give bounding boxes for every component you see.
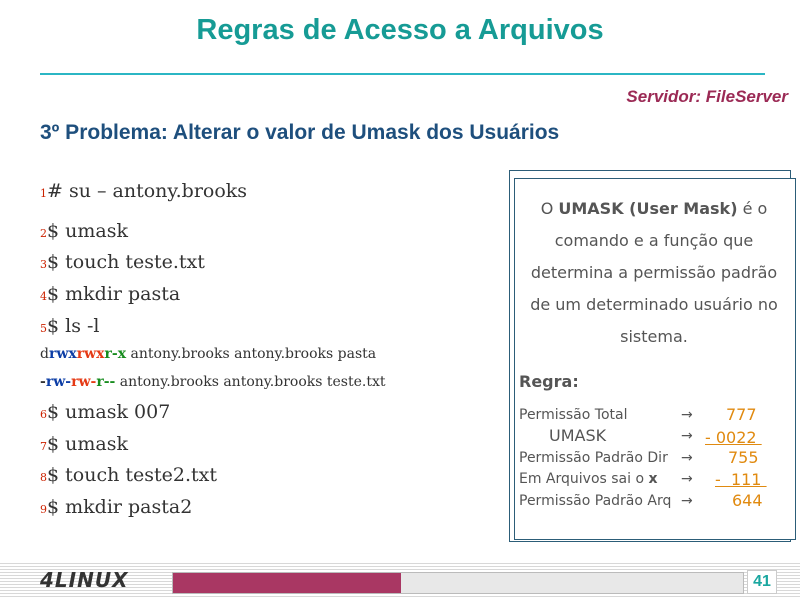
rule-row-dir <box>519 450 789 470</box>
title-divider <box>40 73 765 75</box>
arrow-icon: → <box>681 450 693 466</box>
rule-row-x <box>519 471 789 491</box>
line-number: 7 <box>40 440 47 453</box>
rule-label: Permissão Total <box>519 407 628 423</box>
rule-value: - 0022 <box>705 428 762 447</box>
perm-other: r-- <box>96 374 116 390</box>
command-text: $ mkdir pasta2 <box>47 496 193 518</box>
umask-description <box>519 193 789 353</box>
rule-label-text: Em Arquivos sai o <box>519 471 649 487</box>
command-text: $ umask 007 <box>47 401 171 423</box>
rule-row-umask <box>519 428 789 448</box>
rule-row-arq <box>519 493 789 513</box>
rule-label: Permissão Padrão Arq <box>519 493 672 509</box>
command-line-9 <box>40 496 192 518</box>
page-number: 41 <box>747 570 777 594</box>
line-number: 2 <box>40 227 47 240</box>
progress-bar <box>172 572 744 594</box>
arrow-icon: → <box>681 407 693 423</box>
brand-logo: 4LINUX <box>40 568 129 592</box>
command-line-4 <box>40 283 180 305</box>
command-line-3 <box>40 251 205 273</box>
server-label: Servidor: FileServer <box>626 87 788 106</box>
section-subtitle: 3º Problema: Alterar o valor de Umask dos Usuários <box>40 121 560 144</box>
command-line-1 <box>40 180 247 202</box>
rule-label-bold: x <box>648 471 658 487</box>
line-number: 5 <box>40 322 47 335</box>
perm-user: rwx <box>48 346 77 362</box>
command-text: $ mkdir pasta <box>47 283 181 305</box>
rule-label: Permissão Padrão Dir <box>519 450 668 466</box>
perm-other: r-x <box>104 346 127 362</box>
progress-fill <box>173 573 401 593</box>
line-number: 9 <box>40 503 47 516</box>
arrow-icon: → <box>681 471 693 487</box>
perm-group: rw- <box>71 374 97 390</box>
command-line-8 <box>40 464 217 486</box>
rule-heading: Regra: <box>519 372 579 391</box>
rule-value: 777 <box>726 405 757 424</box>
perm-user: rw- <box>45 374 72 390</box>
page-title: Regras de Acesso a Arquivos <box>196 14 604 46</box>
perm-type: d <box>40 346 49 362</box>
command-text: $ umask <box>47 220 128 242</box>
perm-group: rwx <box>76 346 105 362</box>
line-number: 3 <box>40 258 47 271</box>
desc-bold: UMASK (User Mask) <box>558 199 738 218</box>
command-text: $ touch teste2.txt <box>47 464 217 486</box>
line-number: 8 <box>40 471 47 484</box>
line-number: 1 <box>40 187 47 200</box>
listing-rest: antony.brooks antony.brooks teste.txt <box>115 374 386 390</box>
desc-pre: O <box>540 199 559 218</box>
command-text: $ ls -l <box>47 315 100 337</box>
rule-row-total <box>519 407 789 427</box>
command-text: $ touch teste.txt <box>47 251 205 273</box>
command-line-2 <box>40 220 128 242</box>
perm-type: - <box>40 374 46 390</box>
line-number: 4 <box>40 290 47 303</box>
command-line-6 <box>40 401 170 423</box>
command-line-7 <box>40 433 128 455</box>
command-line-5 <box>40 315 100 337</box>
command-text: $ umask <box>47 433 128 455</box>
arrow-icon: → <box>681 493 693 509</box>
rule-label <box>519 471 658 487</box>
rule-value: 644 <box>732 491 763 510</box>
rule-label: UMASK <box>549 426 607 445</box>
listing-rest: antony.brooks antony.brooks pasta <box>126 346 377 362</box>
desc-post: é o comando e a função que determina a permissão padrão de um determinado usuário no sistema. <box>530 199 778 346</box>
rule-value: - 111 <box>715 470 767 489</box>
arrow-icon: → <box>681 428 693 444</box>
command-text: # su – antony.brooks <box>47 180 248 202</box>
line-number: 6 <box>40 408 47 421</box>
listing-row-teste <box>40 374 386 390</box>
listing-row-pasta <box>40 346 376 362</box>
rule-value: 755 <box>728 448 759 467</box>
